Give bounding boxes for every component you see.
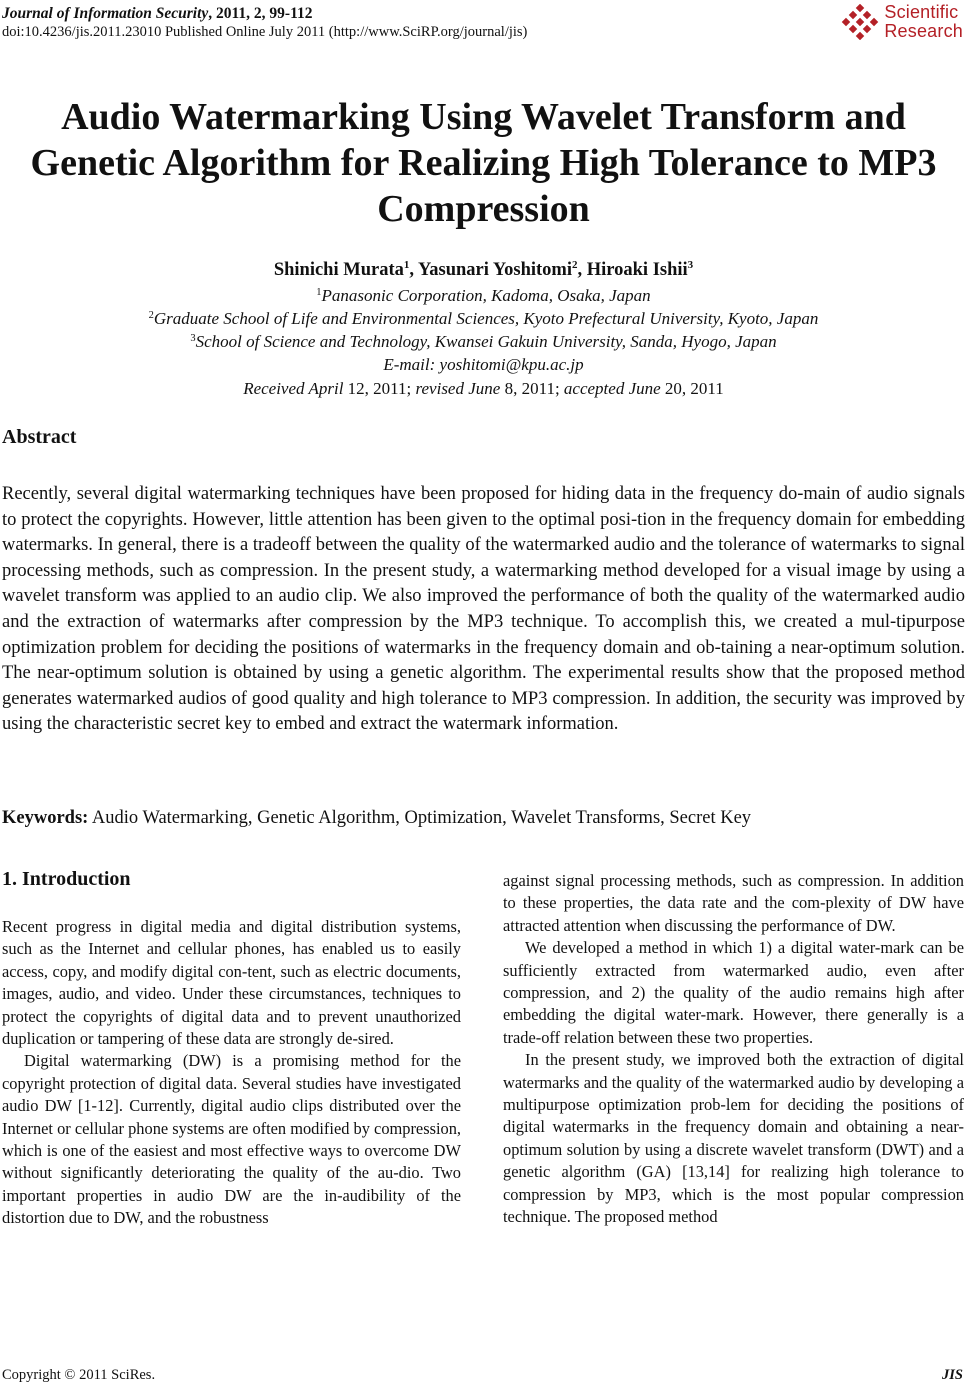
author-list: Shinichi Murata$^1$, Yasunari Yoshitomi$^2$, Hiroaki Ishii$^3$ [273,259,694,280]
author-name: Yasunari Yoshitomi [417,260,572,280]
section-heading: 1. Introduction [2,868,131,890]
paragraph: against signal processing methods, such as compression. In addition to these properties, the data rate and the com-plexity of DW have attracted attention when discussing the performance of DW. [503,871,964,935]
journal-abbreviation: JIS [942,1367,963,1383]
title-line-1: Audio Watermarking Using Wavelet Transform and [61,96,906,138]
affiliation-1: $^1$Panasonic Corporation, Kadoma, Osaka, Japan [316,286,651,305]
author-name: Shinichi Murata [273,260,404,280]
paper-title [0,94,967,232]
keywords-text: Audio Watermarking, Genetic Algorithm, Optimization, Wavelet Transforms, Secret Key [88,808,752,828]
publisher-logo [840,2,963,42]
paragraph: Recent progress in digital media and digital distribution systems, such as the Internet and cellular phones, has enabled us to easily access, copy, and modify digital con-tent, such as electric documents, images, audio, and video. Under these circumstances, techniques to protect the copyrights of digital data and to prevent unauthorized duplication or tampering of these data are strongly de-sired. [2,917,461,1049]
right-column [503,870,964,1229]
email-address: : yoshitomi@kpu.ac.jp [429,355,584,374]
publisher-logo-text: Scientific Research [884,2,963,41]
publisher-logo-icon [840,4,880,40]
left-column [2,916,461,1230]
keywords [2,808,751,829]
abstract-heading: Abstract [2,426,77,448]
author-name: Hiroaki Ishii [586,260,688,280]
dates-line: Received April 12, 2011; revised June 8, 2011; accepted June 20, 2011 [243,379,724,398]
author-affil-mark: 3 [687,259,694,271]
title-line-3: Compression [377,188,590,230]
journal-volume: , 2011, 2, 99-112 [208,5,313,22]
paragraph: Digital watermarking (DW) is a promising method for the copyright protection of digital data. Several studies have investigated audio DW [1-12]. Currently, digital audio clips distributed over the Internet or cellular phone systems are often modified by compression, which is one of the easiest and most effective ways to overcome DW without significantly deteriorating the quality of the au-dio. Two important properties in audio DW are the in-audibility of the distortion due to DW, and the robustness [2,1051,461,1228]
email-line: E-mail: yoshitomi@kpu.ac.jp [383,355,584,374]
title-line-2: Genetic Algorithm for Realizing High Tolerance to MP3 [30,142,937,184]
affiliation-2: $^2$Graduate School of Life and Environmental Sciences, Kyoto Prefectural University, Kyoto, Japan [148,309,819,328]
copyright-notice: Copyright © 2011 SciRes. [2,1367,156,1383]
paragraph: We developed a method in which 1) a digital water-mark can be sufficiently extracted from watermarked audio, even after compression, and 2) the quality of the audio remains high after embedding the digital water-mark. However, there generally is a trade-off relation between these two properties. [503,938,964,1047]
running-header [2,4,527,42]
doi-line: doi:10.4236/jis.2011.23010 Published Online July 2011 (http://www.SciRP.org/journal/jis) [2,24,528,40]
keywords-label: Keywords: [2,808,89,828]
page-footer [2,1367,963,1384]
author-affil-mark: 2 [571,259,578,271]
affiliation-3: $^3$School of Science and Technology, Kwansei Gakuin University, Sanda, Hyogo, Japan [190,332,777,351]
author-affil-mark: 1 [403,259,410,271]
paragraph: In the present study, we improved both the extraction of digital watermarks and the quality of the watermarked audio by developing a multipurpose optimization prob-lem for deciding the positions of digital watermarks in the frequency domain and obtaining a near-optimum solution by using a discrete wavelet transform (DWT) and a genetic algorithm (GA) [13,14] for realizing high tolerance to compression by MP3, which is the most popular compression technique. The proposed method [503,1050,964,1227]
journal-name: Journal of Information Security [2,5,209,22]
abstract-text: Recently, several digital watermarking techniques have been proposed for hiding data in the frequency do-main of audio signals to protect the copyrights. However, little attention has been given to the optimal posi-tion in the frequency domain for embedding watermarks. In general, there is a tradeoff between the quality of the watermarked audio and the tolerance of watermarks to signal processing methods, such as compression. In the present study, a watermarking method developed for a visual image by using a wavelet transform was applied to an audio clip. We also improved the performance of both the quality of the watermarked audio and the extraction of watermarks after compression by the MP3 technique. To accomplish this, we created a mul-tipurpose optimization problem for deciding the positions of watermarks in the frequency domain and ob-taining a near-optimum solution. The near-optimum solution is obtained by using a genetic algorithm. The experimental results show that the proposed method generates watermarked audios of good quality and high tolerance to MP3 compression. In addition, the security was improved by using the characteristic secret key to embed and extract the watermark information. [2,484,965,735]
